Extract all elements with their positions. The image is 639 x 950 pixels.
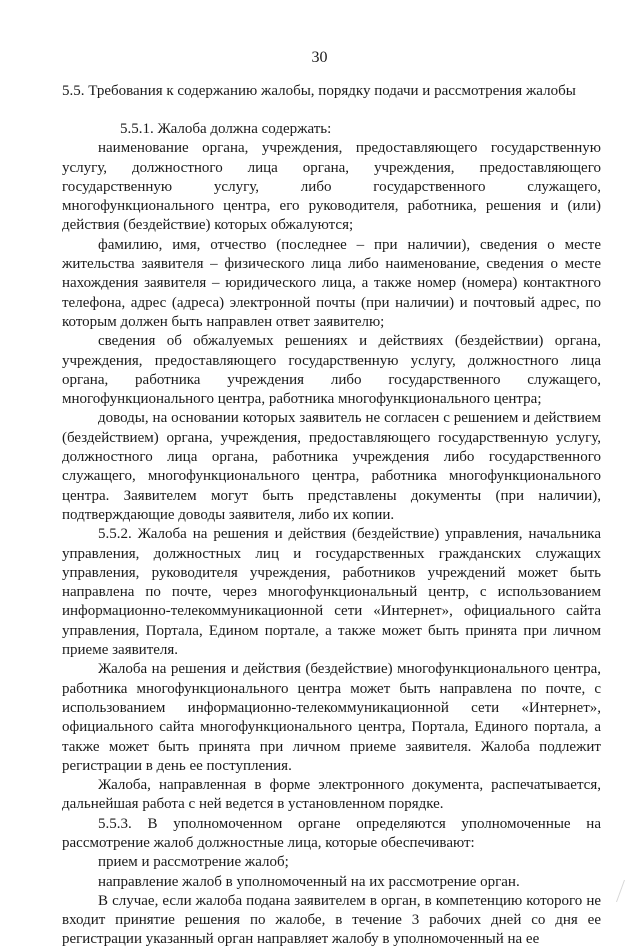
paragraph: прием и рассмотрение жалоб; <box>98 854 289 871</box>
paragraph: фамилию, имя, отчество (последнее – при наличии), сведения о месте жительства заявителя – физического лица либо наименование, сведения о месте нахождения заявителя – юридического лица, а также номер (номера) контактного телефона, адрес (адреса) электронной почты (при наличии) и почтовый адрес, по которым должен быть направлен ответ заявителю; <box>62 236 601 330</box>
paragraph: Жалоба, направленная в форме электронного документа, распечатывается, дальнейшая работа с ней ведется в установленном порядке. <box>62 777 601 813</box>
document-body <box>62 120 601 950</box>
paragraph: направление жалоб в уполномоченный на их рассмотрение орган. <box>98 873 520 890</box>
paragraph: 5.5.3. В уполномоченном органе определяются уполномоченные на рассмотрение жалоб должностные лица, которые обеспечивают: <box>62 815 601 851</box>
paragraph: В случае, если жалоба подана заявителем в орган, в компетенцию которого не входит принятие решения по жалобе, в течение 3 рабочих дней со дня ее регистрации указанный орган направляет жалобу в уполномоченный на ее <box>62 892 601 948</box>
paragraph: Жалоба на решения и действия (бездействие) многофункционального центра, работника многофункционального центра может быть направлена по почте, с использованием информационно-телекоммуникационной сети «Интернет», официального сайта многофункционального центра, Портала, Единого портала, а также может быть принята при личном приеме заявителя. Жалоба подлежит регистрации в день ее поступления. <box>62 661 601 774</box>
page-number: 30 <box>311 49 328 66</box>
section-title: 5.5. Требования к содержанию жалобы, порядку подачи и рассмотрения жалобы <box>62 83 576 99</box>
paragraph: сведения об обжалуемых решениях и действиях (бездействии) органа, учреждения, предоставляющего государственную услугу, должностного лица органа, работника учреждения либо государственного служащего, многофункционального центра, работника многофункционального центра; <box>62 333 601 408</box>
paragraph: доводы, на основании которых заявитель не согласен с решением и действием (бездействием) органа, учреждения, предоставляющего государственную услугу, должностного лица органа, работника учреждения либо государственного служащего, многофункционального центра, работника многофункционального центра. Заявителем могут быть представлены документы (при наличии), подтверждающие доводы заявителя, либо их копии. <box>62 410 601 523</box>
paragraph: 5.5.2. Жалоба на решения и действия (бездействие) управления, начальника управления, должностных лиц и государственных гражданских служащих управления, руководителя учреждения, работников учреждений может быть направлена по почте, через многофункциональный центр, с использованием информационно-телекоммуникационной сети «Интернет», официального сайта управления, Портала, Едином портале, а также может быть принята при личном приеме заявителя. <box>62 526 601 659</box>
paragraph: наименование органа, учреждения, предоставляющего государственную услугу, должностного лица органа, учреждения, предоставляющего государственную услугу, либо государственного служащего, многофункционального центра, его руководителя, работника, решения и (или) действия (бездействие) которых обжалуются; <box>62 140 601 234</box>
paragraph: 5.5.1. Жалоба должна содержать: <box>120 121 332 137</box>
scan-edge-mark <box>616 880 639 902</box>
